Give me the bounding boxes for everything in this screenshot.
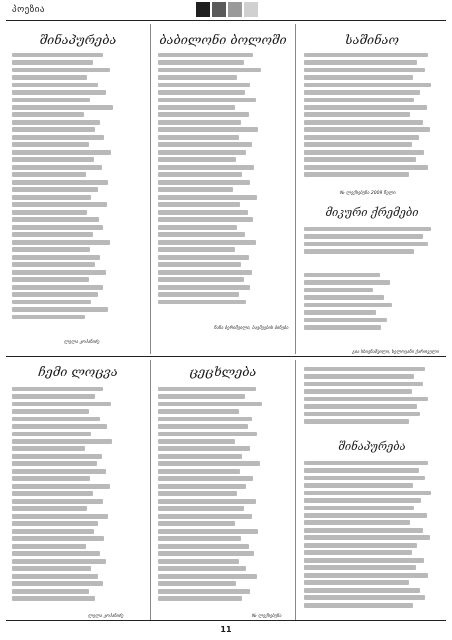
article-title: ჩემი ლოცვა	[38, 364, 118, 379]
article-title: საშინაო	[345, 32, 399, 47]
poem-body	[304, 50, 442, 186]
article-title: ბაბილონი ბოლოში	[159, 32, 287, 47]
column-divider	[295, 24, 296, 354]
footer-rule	[6, 620, 446, 621]
column-divider	[295, 360, 296, 620]
article-title: მიკური ქრემები	[325, 206, 419, 219]
poem-body	[304, 224, 442, 264]
section-rule	[6, 356, 446, 357]
masthead-block	[228, 2, 242, 17]
article-author: ლელა კოპანიძე	[64, 340, 100, 345]
section-label: პოეზია	[12, 5, 45, 15]
masthead-block	[244, 2, 258, 17]
article-title: შინაპურება	[39, 32, 117, 47]
sidebar-caption: გია სხივნაშვილი, ხელოვანი ქართველი	[352, 350, 439, 355]
article-author: № ლექსებუნა	[252, 614, 282, 619]
poem-body	[304, 364, 442, 434]
poem-body	[304, 270, 442, 346]
masthead-block	[196, 2, 210, 17]
poem-body	[304, 458, 442, 616]
article-author: ნანა ბერიშვილი, ბავშვების ბინება	[214, 326, 289, 331]
column-divider	[150, 360, 151, 620]
poem-body	[158, 384, 290, 616]
column-divider	[150, 24, 151, 354]
page-number: 11	[220, 625, 232, 634]
poem-body	[12, 384, 142, 616]
masthead-block	[212, 2, 226, 17]
article-author: ლელა კოპანიძე	[88, 614, 124, 619]
masthead-logo	[196, 2, 258, 17]
article-title: შინაპურება	[338, 440, 406, 453]
poem-body	[12, 50, 142, 332]
article-date: № ლექსებუნა 2009 წელი	[340, 191, 396, 196]
article-title: ცეცხლება	[189, 364, 257, 379]
poem-body	[158, 50, 290, 320]
header-rule	[6, 20, 446, 21]
